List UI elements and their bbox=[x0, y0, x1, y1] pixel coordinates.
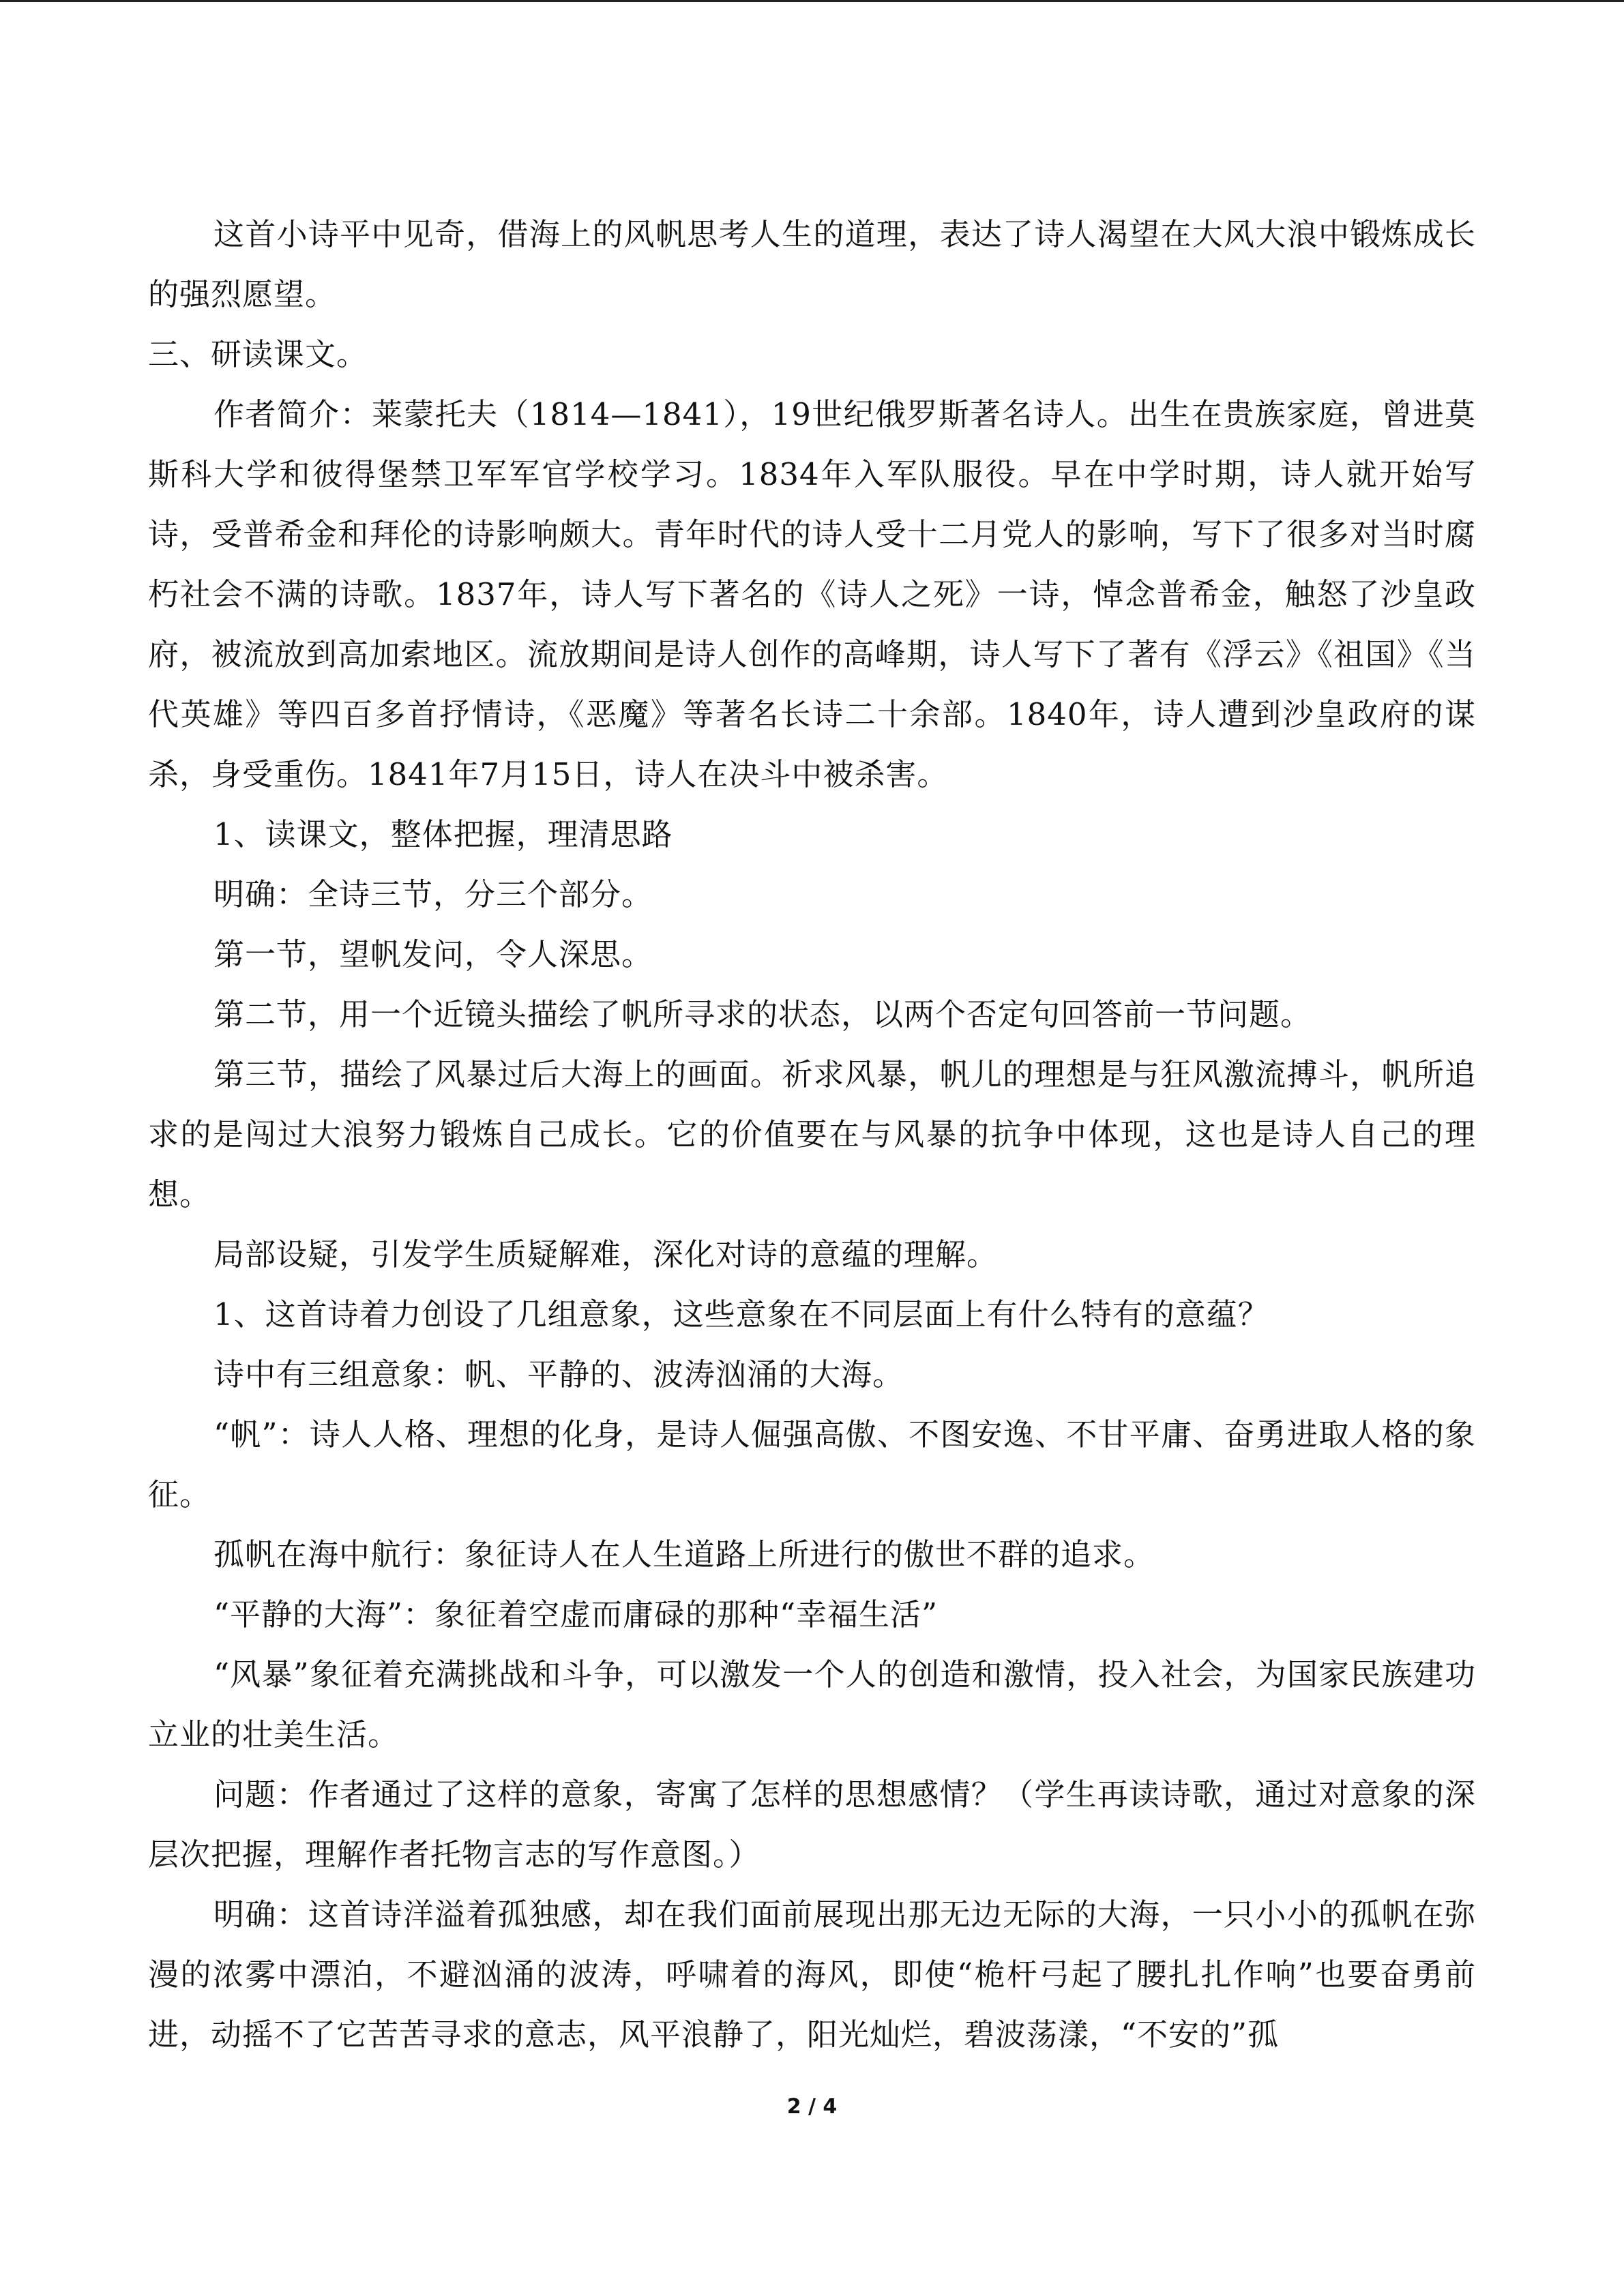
paragraph-calm-sea: “平静的大海”：象征着空虚而庸碌的那种“幸福生活” bbox=[213, 1596, 939, 1632]
paragraph-questions-intro: 局部设疑，引发学生质疑解难，深化对诗的意蕴的理解。 bbox=[213, 1236, 999, 1272]
paragraph-clarify-loneliness: 明确：这首诗洋溢着孤独感，却在我们面前展现出那无边无际的大海，一只小小的孤帆在弥漫的浓雾中漂泊，不避汹涌的波涛，呼啸着的海风，即使“桅杆弓起了腰扎扎作响”也要奋勇前进，动摇不了它苦苦寻求的意志，风平浪静了，阳光灿烂，碧波荡漾，“不安的”孤 bbox=[148, 1896, 1476, 2053]
paragraph-three-images: 诗中有三组意象：帆、平静的、波涛汹涌的大海。 bbox=[213, 1356, 904, 1392]
section-heading-study-text: 三、研读课文。 bbox=[148, 336, 368, 372]
paragraph-lone-sail: 孤帆在海中航行：象征诗人在人生道路上所进行的傲世不群的追求。 bbox=[213, 1536, 1155, 1572]
paragraph-storm: “风暴”象征着充满挑战和斗争，可以激发一个人的创造和激情，投入社会，为国家民族建功立业的壮美生活。 bbox=[148, 1656, 1476, 1753]
paragraph-clarify-sections: 明确：全诗三节，分三个部分。 bbox=[213, 876, 653, 912]
paragraph-section-two: 第二节，用一个近镜头描绘了帆所寻求的状态，以两个否定句回答前一节问题。 bbox=[213, 996, 1312, 1032]
paragraph-section-one: 第一节，望帆发问，令人深思。 bbox=[213, 936, 653, 972]
paragraph-summary: 这首小诗平中见奇，借海上的风帆思考人生的道理，表达了诗人渴望在大风大浪中锻炼成长的强烈愿望。 bbox=[148, 216, 1476, 312]
paragraph-read-text: 1、读课文，整体把握，理清思路 bbox=[213, 816, 673, 852]
paragraph-section-three: 第三节，描绘了风暴过后大海上的画面。祈求风暴，帆儿的理想是与狂风激流搏斗，帆所追求的是闯过大浪努力锻炼自己成长。它的价值要在与风暴的抗争中体现，这也是诗人自己的理想。 bbox=[148, 1056, 1476, 1212]
top-border-line bbox=[0, 0, 1624, 2]
paragraph-author-intro: 作者简介：莱蒙托夫（1814—1841），19世纪俄罗斯著名诗人。出生在贵族家庭，曾进莫斯科大学和彼得堡禁卫军军官学校学习。1834年入军队服役。早在中学时期，诗人就开始写诗，受普希金和拜伦的诗影响颇大。青年时代的诗人受十二月党人的影响，写下了很多对当时腐朽社会不满的诗歌。1837年，诗人写下著名的《诗人之死》一诗，悼念普希金，触怒了沙皇政府，被流放到高加索地区。流放期间是诗人创作的高峰期，诗人写下了著有《浮云》《祖国》《当代英雄》等四百多首抒情诗，《恶魔》等著名长诗二十余部。1840年，诗人遭到沙皇政府的谋杀，身受重伤。1841年7月15日，诗人在决斗中被杀害。 bbox=[148, 396, 1476, 792]
document-body bbox=[148, 205, 1476, 2065]
paragraph-question-imagery: 1、这首诗着力创设了几组意象，这些意象在不同层面上有什么特有的意蕴？ bbox=[213, 1296, 1269, 1332]
paragraph-sail-image: “帆”：诗人人格、理想的化身，是诗人倔强高傲、不图安逸、不甘平庸、奋勇进取人格的象征。 bbox=[148, 1416, 1476, 1512]
paragraph-question-feelings: 问题：作者通过了这样的意象，寄寓了怎样的思想感情？（学生再读诗歌，通过对意象的深层次把握，理解作者托物言志的写作意图。） bbox=[148, 1776, 1476, 1873]
page-number: 2 / 4 bbox=[786, 2095, 838, 2119]
